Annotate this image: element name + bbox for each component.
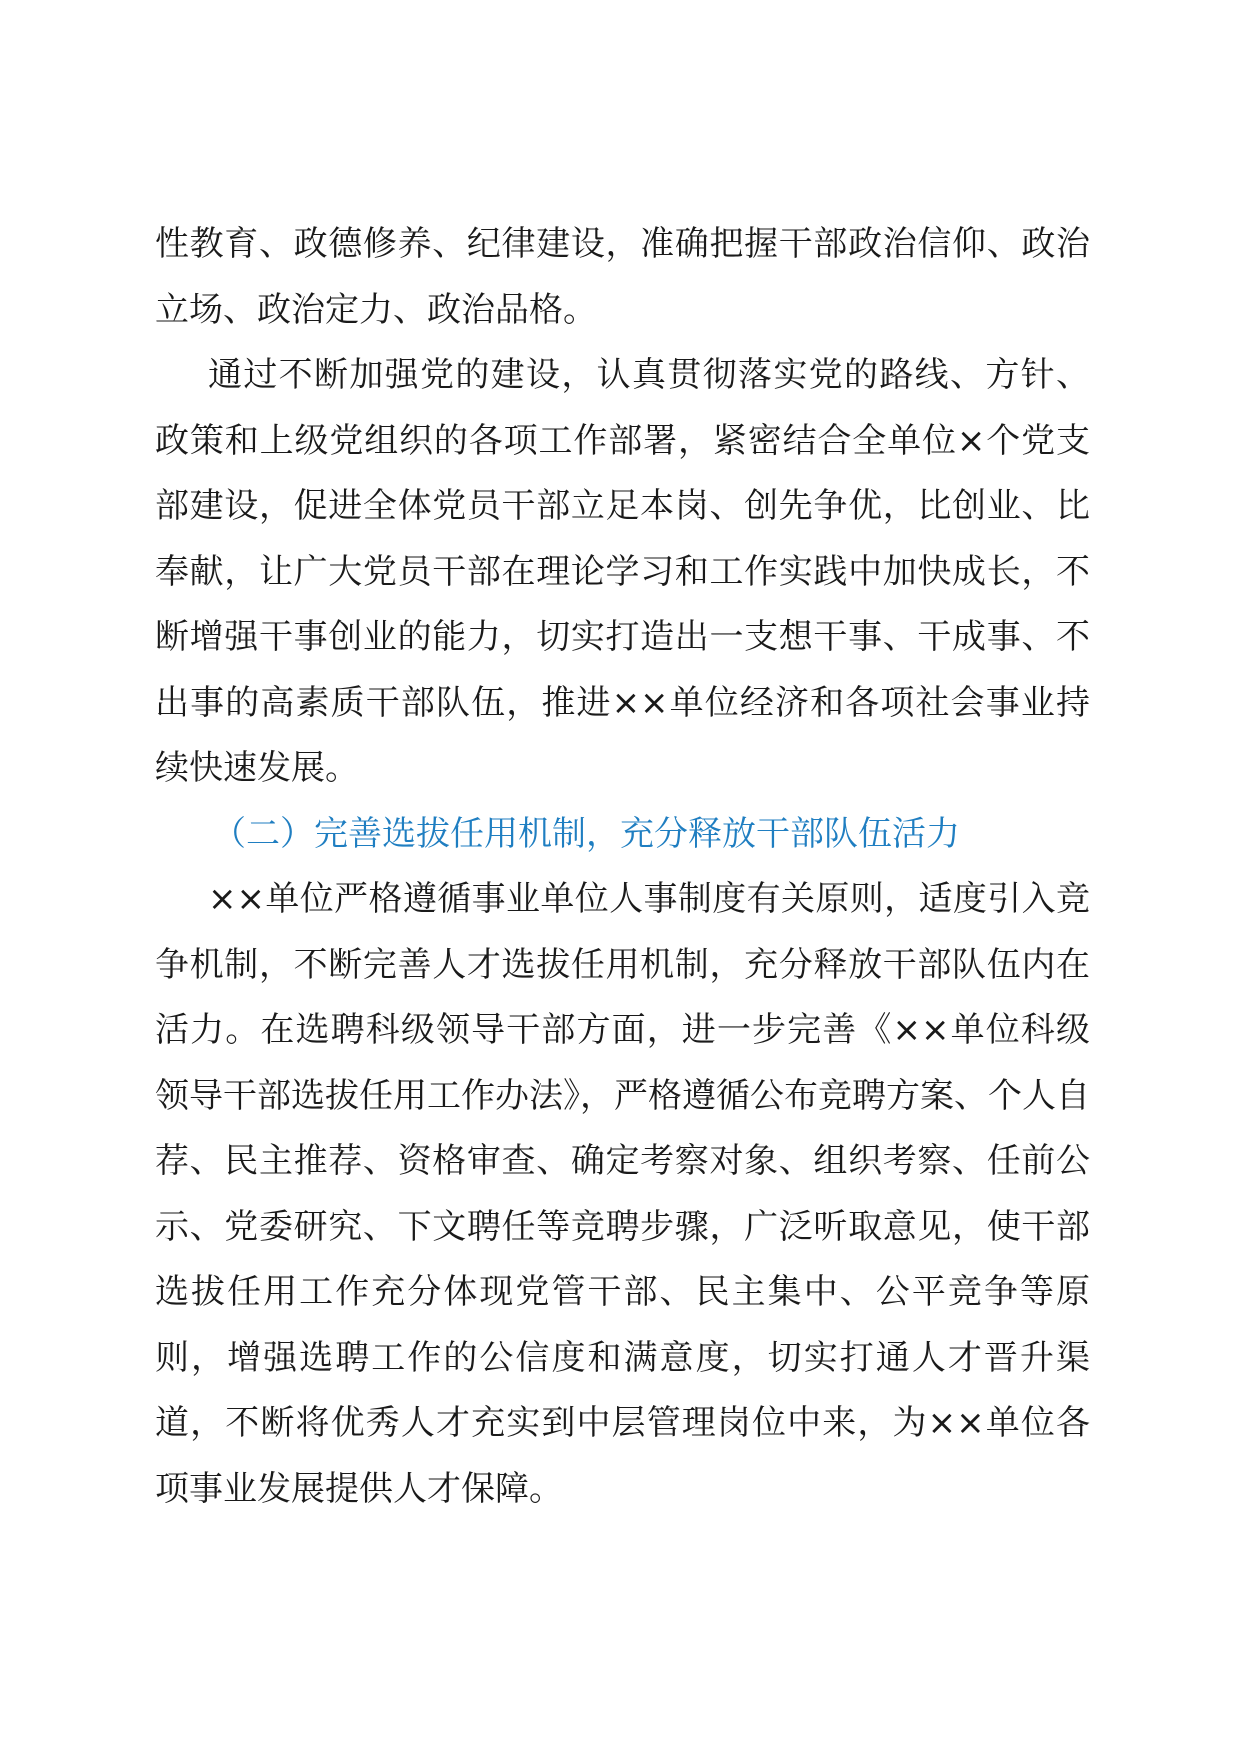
paragraph-party-building: 通过不断加强党的建设，认真贯彻落实党的路线、方针、政策和上级党组织的各项工作部署，紧密结合全单位×个党支部建设，促进全体党员干部立足本岗、创先争优，比创业、比奉献，让广大党员干部在理论学习和工作实践中加快成长，不断增强干事创业的能力，切实打造出一支想干事、干成事、不出事的高素质干部队伍，推进××单位经济和各项社会事业持续快速发展。 [155,355,1090,788]
document-body [155,212,1090,1522]
paragraph-selection-mechanism: ××单位严格遵循事业单位人事制度有关原则，适度引入竞争机制，不断完善人才选拔任用机制，充分释放干部队伍内在活力。在选聘科级领导干部方面，进一步完善《××单位科级领导干部选拔任用工作办法》，严格遵循公布竞聘方案、个人自荐、民主推荐、资格审查、确定考察对象、组织考察、任前公示、党委研究、下文聘任等竞聘步骤，广泛听取意见，使干部选拔任用工作充分体现党管干部、民主集中、公平竞争等原则，增强选聘工作的公信度和满意度，切实打通人才晋升渠道，不断将优秀人才充实到中层管理岗位中来，为××单位各项事业发展提供人才保障。 [155,879,1090,1509]
section-heading: （二）完善选拔任用机制，充分释放干部队伍活力 [212,813,960,854]
paragraph-continuation: 性教育、政德修养、纪律建设，准确把握干部政治信仰、政治立场、政治定力、政治品格。 [155,224,1090,330]
